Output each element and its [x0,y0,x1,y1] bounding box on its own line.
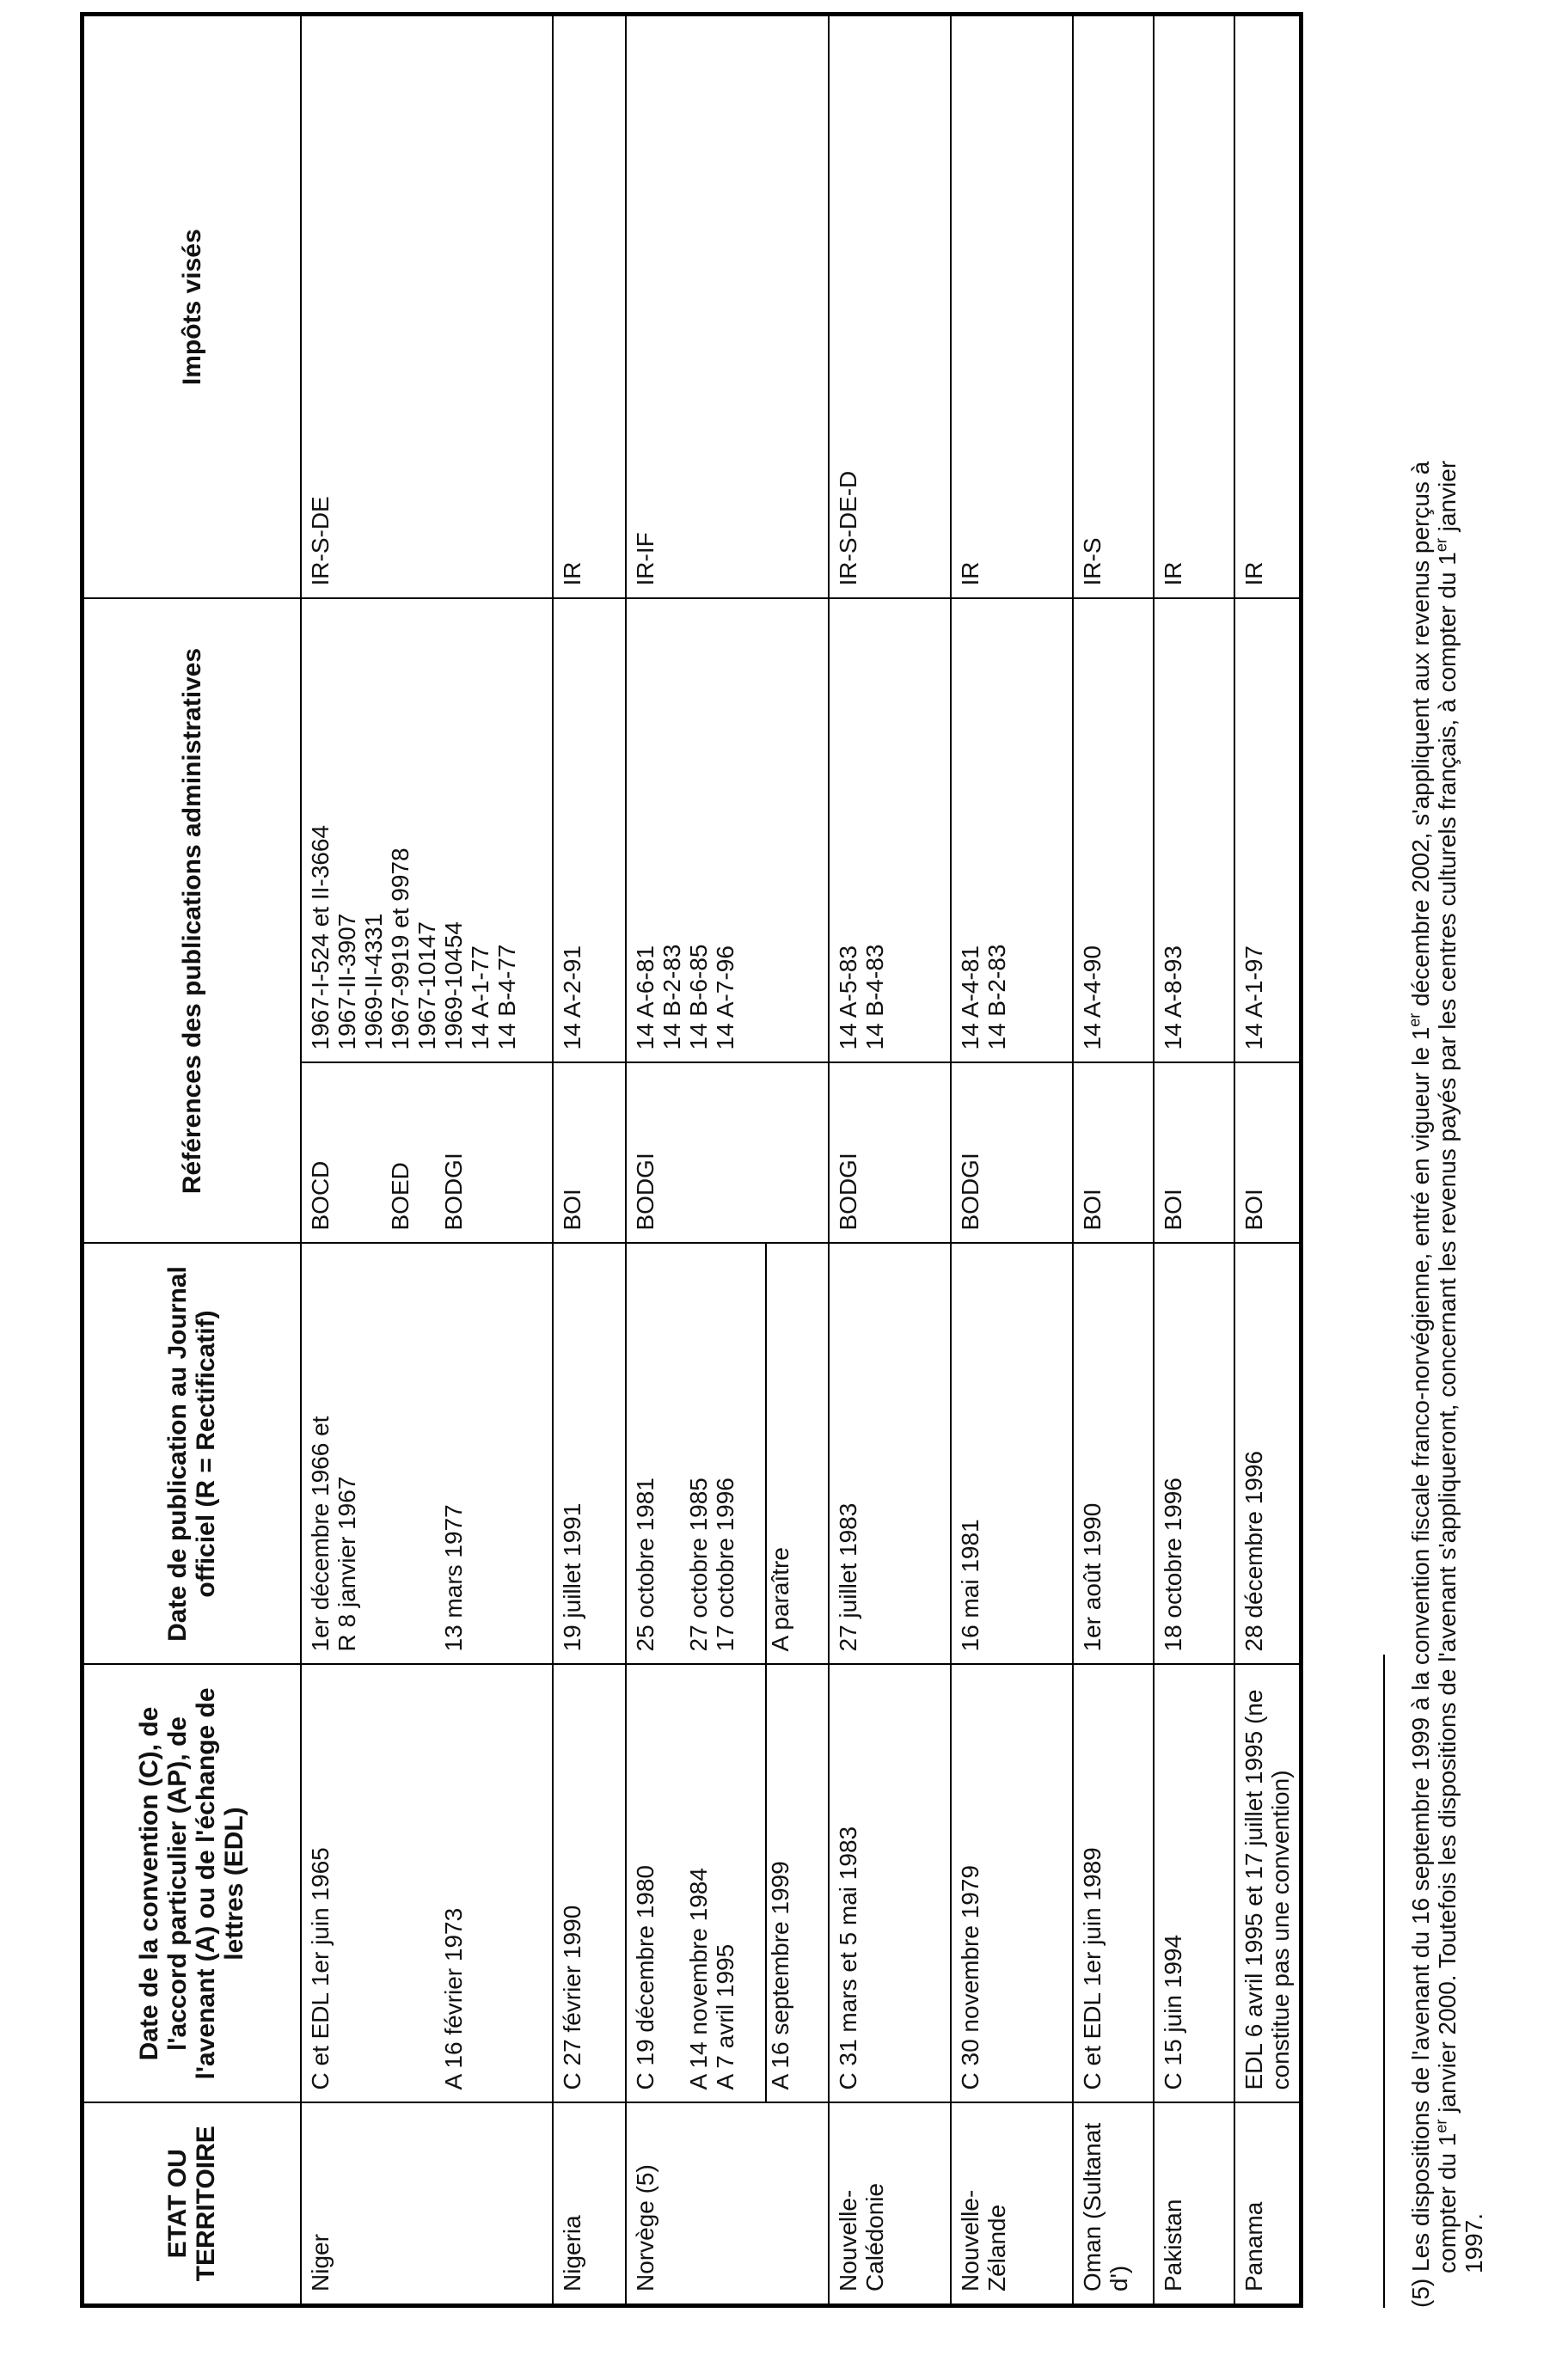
cell-etat: Nouvelle-Calédonie [829,2103,951,2306]
cell-ref-numbers: 14 A-4-81 14 B-2-83 [951,598,1073,1062]
cell-impots: IR [1234,14,1302,598]
cell-ref-publication: BOI [1073,1063,1154,1244]
cell-etat: Norvège (5) [626,2103,829,2306]
cell-ref-publication: BOI [1154,1063,1234,1244]
cell-date-convention: C 19 décembre 1980 A 14 novembre 1984 A 7 avril 1995 A 16 septembre 1999 [626,1665,829,2103]
cell-ref-numbers: 1967-I-524 et II-3664 1967-II-3907 1969-II-4331 1967-9919 et 9978 1967-10147 1969-10454 14 A-1-77 14 B-4-77 [301,598,553,1062]
cell-etat: Nouvelle-Zélande [951,2103,1073,2306]
cell-date-publication: 25 octobre 1981 27 octobre 1985 17 octobre 1996 A paraître [626,1244,829,1665]
cell-ref-numbers: 14 A-2-91 [553,598,626,1062]
cell-ref-numbers: 14 A-4-90 [1073,598,1154,1062]
cell-impots: IR-S-DE [301,14,553,598]
cell-date-publication: 27 juillet 1983 [829,1244,951,1665]
header-date-publication: Date de publication au Journal officiel (R = Rectificatif) [83,1244,301,1665]
cell-ref-publication: BODGI [829,1063,951,1244]
cell-date-convention: C et EDL 1er juin 1989 [1073,1665,1154,2103]
table-row-panama [1234,14,1302,2305]
cell-etat: Pakistan [1154,2103,1234,2306]
cell-impots: IR [1154,14,1234,598]
header-impots: Impôts visés [83,14,301,598]
cell-ref-publication: BODGI [951,1063,1073,1244]
table-row-niger [301,14,553,2305]
cell-date-publication: 1er décembre 1966 et R 8 janvier 1967 13 mars 1977 [301,1244,553,1665]
cell-etat: Nigeria [553,2103,626,2306]
cell-date-convention: C 31 mars et 5 mai 1983 [829,1665,951,2103]
cell-date-convention: C 15 juin 1994 [1154,1665,1234,2103]
cell-impots: IR-S [1073,14,1154,598]
footnote [1407,107,1487,2308]
cell-impots: IR [951,14,1073,598]
cell-date-publication: 1er août 1990 [1073,1244,1154,1665]
footnote-separator [1383,1655,1385,2308]
cell-ref-numbers: 14 A-5-83 14 B-4-83 [829,598,951,1062]
header-date-convention: Date de la convention (C), de l'accord particulier (AP), de l'avenant (A) ou de l'échange de lettres (EDL) [83,1665,301,2103]
table-row-nouvelle-caledonie [829,14,951,2305]
cell-etat: Niger [301,2103,553,2306]
cell-impots: IR [553,14,626,598]
footnote-line-3: 1997. [1461,2212,1487,2273]
cell-date-convention: C et EDL 1er juin 1965 A 16 février 1973 [301,1665,553,2103]
tax-treaty-table [80,12,1303,2308]
table-row-nouvelle-zelande [951,14,1073,2305]
cell-date-publication: 16 mai 1981 [951,1244,1073,1665]
header-row [83,14,301,2305]
cell-ref-publication: BOI [1234,1063,1302,1244]
cell-ref-publication: BODGI [626,1063,829,1244]
cell-date-publication: 19 juillet 1991 [553,1244,626,1665]
cell-date-convention: EDL 6 avril 1995 et 17 juillet 1995 (ne constitue pas une convention) [1234,1665,1302,2103]
cell-impots: IR-IF [626,14,829,598]
cell-date-convention: C 30 novembre 1979 [951,1665,1073,2103]
cell-date-convention: C 27 février 1990 [553,1665,626,2103]
cell-ref-numbers: 14 A-1-97 [1234,598,1302,1062]
cell-etat: Panama [1234,2103,1302,2306]
cell-etat: Oman (Sultanat d') [1073,2103,1154,2306]
cell-date-publication: 28 décembre 1996 [1234,1244,1302,1665]
table-row-nigeria [553,14,626,2305]
cell-date-publication: 18 octobre 1996 [1154,1244,1234,1665]
table-row-pakistan [1154,14,1234,2305]
cell-ref-numbers: 14 A-8-93 [1154,598,1234,1062]
cell-ref-publication: BOI [553,1063,626,1244]
header-etat: ETAT OU TERRITOIRE [83,2103,301,2306]
cell-ref-publication: BOCD BOED BODGI [301,1063,553,1244]
footnote-line-1: (5) Les dispositions de l'avenant du 16 septembre 1999 à la convention fiscale franco-norvégienne, entré en vigueur le 1er décembre 2002, s'appliquent aux revenus perçus à [1406,461,1434,2308]
header-references: Références des publications administratives [83,598,301,1243]
table-row-norvege [626,14,829,2305]
table-row-oman [1073,14,1154,2305]
footnote-line-2: compter du 1er janvier 2000. Toutefois les dispositions de l'avenant s'appliqueront, concernant les revenus payés par les centres culturels français, à compter du 1er janvier [1432,460,1461,2273]
cell-ref-numbers: 14 A-6-81 14 B-2-83 14 B-6-85 14 A-7-96 [626,598,829,1062]
cell-impots: IR-S-DE-D [829,14,951,598]
